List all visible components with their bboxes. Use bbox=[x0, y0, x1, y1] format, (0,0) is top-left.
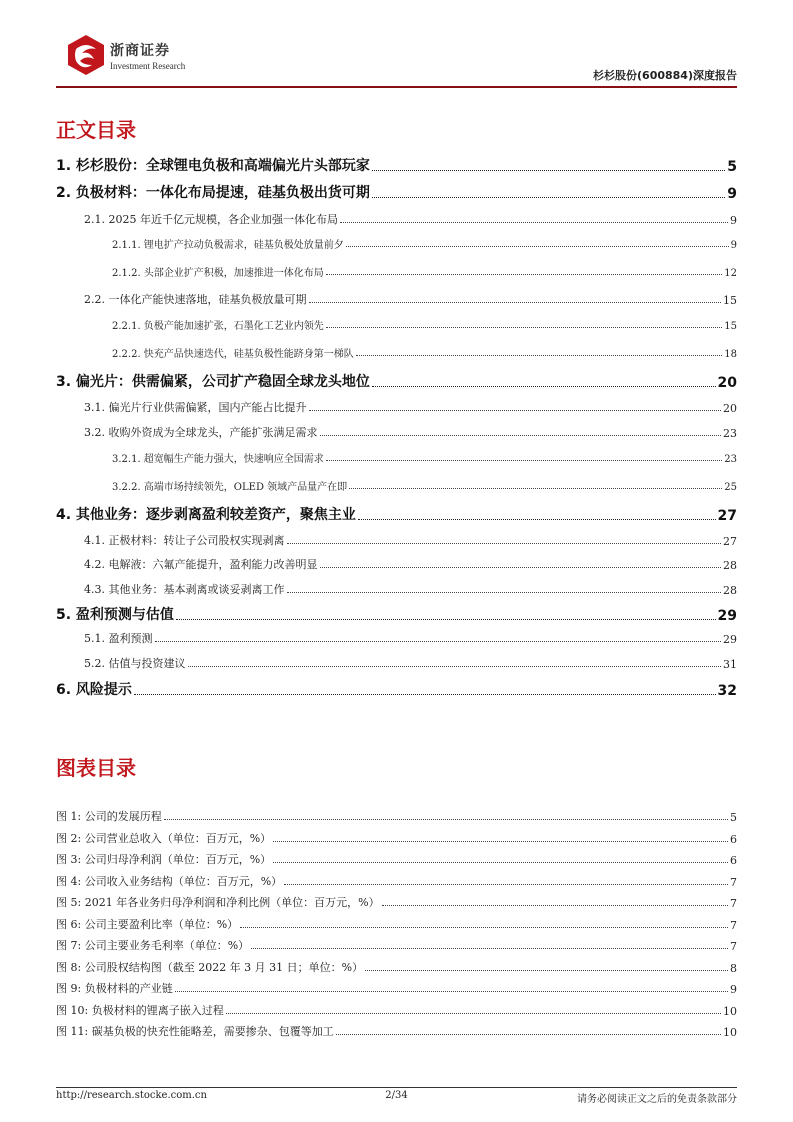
figure-entry-page: 5 bbox=[730, 811, 737, 824]
toc-entry-label: 6. 风险提示 bbox=[56, 682, 132, 698]
figure-entry-page: 9 bbox=[730, 983, 737, 996]
toc-entry-label: 3.2.2. 高端市场持续领先，OLED 领域产品量产在即 bbox=[112, 482, 348, 493]
dot-leader bbox=[287, 592, 722, 593]
toc-entry-label: 4.1. 正极材料：转让子公司股权实现剥离 bbox=[84, 534, 285, 547]
figure-entry-page: 10 bbox=[723, 1005, 737, 1018]
toc-entry[interactable] bbox=[84, 556, 737, 572]
toc-entry-label: 4.2. 电解液：六氟产能提升，盈利能力改善明显 bbox=[84, 558, 318, 571]
figure-entry[interactable] bbox=[56, 830, 737, 846]
dot-leader bbox=[273, 841, 728, 842]
toc-entry[interactable] bbox=[56, 182, 737, 202]
toc-entry-page: 27 bbox=[723, 535, 737, 548]
dot-leader bbox=[326, 327, 722, 328]
toc-entry[interactable] bbox=[56, 604, 737, 624]
toc-entry-page: 32 bbox=[717, 683, 737, 699]
figure-entry-label: 图 3: 公司归母净利润（单位：百万元，%） bbox=[56, 853, 272, 866]
toc-entry-page: 9 bbox=[730, 214, 737, 227]
figures-title: 图表目录 bbox=[56, 756, 136, 780]
toc-entry-page: 12 bbox=[724, 268, 737, 279]
toc-entry-page: 31 bbox=[723, 658, 737, 671]
figure-entry-label: 图 7: 公司主要业务毛利率（单位：%） bbox=[56, 939, 250, 952]
header-divider bbox=[56, 86, 737, 88]
toc-entry[interactable] bbox=[112, 317, 737, 332]
figure-entry-page: 7 bbox=[730, 919, 737, 932]
toc-entry-label: 5.2. 估值与投资建议 bbox=[84, 657, 186, 670]
toc-entry[interactable] bbox=[56, 504, 737, 524]
toc-entry[interactable] bbox=[56, 155, 737, 175]
dot-leader bbox=[287, 543, 722, 544]
dot-leader bbox=[382, 905, 728, 906]
toc-entry[interactable] bbox=[112, 236, 737, 251]
toc-entry-page: 29 bbox=[717, 608, 737, 624]
dot-leader bbox=[188, 666, 722, 667]
figure-entry[interactable] bbox=[56, 916, 737, 932]
toc-entry-page: 27 bbox=[717, 508, 737, 524]
toc-entry-page: 23 bbox=[724, 454, 737, 465]
dot-leader bbox=[309, 302, 722, 303]
toc-entry-label: 3.1. 偏光片行业供需偏紧，国内产能占比提升 bbox=[84, 401, 307, 414]
toc-entry-label: 2. 负极材料：一体化布局提速，硅基负极出货可期 bbox=[56, 185, 370, 201]
toc-entry[interactable] bbox=[84, 399, 737, 415]
toc-entry-label: 3. 偏光片：供需偏紧，公司扩产稳固全球龙头地位 bbox=[56, 374, 370, 390]
toc-entry-page: 5 bbox=[727, 159, 737, 175]
toc-entry-label: 2.1. 2025 年近千亿元规模，各企业加强一体化布局 bbox=[84, 213, 338, 226]
report-title: 杉杉股份(600884)深度报告 bbox=[593, 69, 737, 82]
dot-leader bbox=[273, 862, 728, 863]
toc-entry-label: 5.1. 盈利预测 bbox=[84, 632, 153, 645]
dot-leader bbox=[349, 488, 722, 489]
toc-entry[interactable] bbox=[84, 630, 737, 646]
toc-entry-label: 2.2. 一体化产能快速落地，硅基负极放量可期 bbox=[84, 293, 307, 306]
toc-entry-page: 20 bbox=[717, 375, 737, 391]
footer-disclaimer: 请务必阅读正文之后的免责条款部分 bbox=[577, 1094, 737, 1105]
dot-leader bbox=[176, 619, 716, 620]
figure-entry-label: 图 5: 2021 年各业务归母净利润和净利比例（单位：百万元，%） bbox=[56, 896, 380, 909]
footer-divider bbox=[56, 1087, 737, 1088]
toc-entry[interactable] bbox=[112, 478, 737, 493]
figure-entry[interactable] bbox=[56, 1002, 737, 1018]
figure-entry-page: 7 bbox=[730, 876, 737, 889]
figure-entry-page: 6 bbox=[730, 833, 737, 846]
toc-entry-page: 25 bbox=[724, 482, 737, 493]
figure-entry-page: 6 bbox=[730, 854, 737, 867]
dot-leader bbox=[320, 567, 722, 568]
figure-entry-page: 7 bbox=[730, 940, 737, 953]
brand-name-cn: 浙商证券 bbox=[110, 43, 170, 59]
figure-entry[interactable] bbox=[56, 959, 737, 975]
dot-leader bbox=[240, 927, 728, 928]
toc-entry-page: 15 bbox=[724, 321, 737, 332]
brand-name-en: Investment Research bbox=[110, 61, 186, 71]
figure-entry[interactable] bbox=[56, 873, 737, 889]
toc-entry-label: 2.2.1. 负极产能加速扩张，石墨化工艺业内领先 bbox=[112, 321, 324, 332]
figure-entry-page: 7 bbox=[730, 897, 737, 910]
toc-entry-page: 23 bbox=[723, 427, 737, 440]
dot-leader bbox=[164, 819, 728, 820]
figure-entry-label: 图 11: 碳基负极的快充性能略差，需要掺杂、包覆等加工 bbox=[56, 1025, 334, 1038]
dot-leader bbox=[358, 519, 716, 520]
toc-entry[interactable] bbox=[56, 371, 737, 391]
dot-leader bbox=[372, 386, 716, 387]
dot-leader bbox=[365, 970, 728, 971]
page-indicator: 2/34 bbox=[385, 1090, 408, 1101]
dot-leader bbox=[309, 410, 722, 411]
toc-entry-label: 1. 杉杉股份：全球锂电负极和高端偏光片头部玩家 bbox=[56, 158, 370, 174]
toc-entry-label: 5. 盈利预测与估值 bbox=[56, 607, 174, 623]
figure-entry-label: 图 1: 公司的发展历程 bbox=[56, 810, 162, 823]
toc-entry-page: 28 bbox=[723, 559, 737, 572]
toc-entry-page: 28 bbox=[723, 584, 737, 597]
dot-leader bbox=[372, 197, 725, 198]
toc-entry[interactable] bbox=[84, 532, 737, 548]
dot-leader bbox=[336, 1034, 721, 1035]
figure-entry-page: 10 bbox=[723, 1026, 737, 1039]
dot-leader bbox=[134, 694, 716, 695]
figure-entry-label: 图 9: 负极材料的产业链 bbox=[56, 982, 173, 995]
toc-entry-label: 2.1.2. 头部企业扩产积极，加速推进一体化布局 bbox=[112, 268, 324, 279]
dot-leader bbox=[284, 884, 728, 885]
dot-leader bbox=[175, 991, 728, 992]
figure-entry[interactable] bbox=[56, 1023, 737, 1039]
figure-entry-label: 图 6: 公司主要盈利比率（单位：%） bbox=[56, 918, 239, 931]
toc-entry-label: 3.2.1. 超宽幅生产能力强大，快速响应全国需求 bbox=[112, 454, 324, 465]
figure-entry-label: 图 2: 公司营业总收入（单位：百万元，%） bbox=[56, 832, 272, 845]
brand-logo bbox=[64, 33, 108, 77]
toc-entry[interactable] bbox=[56, 679, 737, 699]
toc-entry-page: 29 bbox=[723, 633, 737, 646]
toc-entry-page: 9 bbox=[730, 240, 737, 251]
toc-entry[interactable] bbox=[84, 655, 737, 671]
toc-entry[interactable] bbox=[84, 291, 737, 307]
figure-entry-label: 图 10: 负极材料的锂离子嵌入过程 bbox=[56, 1004, 224, 1017]
dot-leader bbox=[226, 1013, 721, 1014]
toc-entry-page: 18 bbox=[724, 349, 737, 360]
toc-title: 正文目录 bbox=[56, 118, 136, 142]
toc-entry-page: 20 bbox=[723, 402, 737, 415]
figure-entry[interactable] bbox=[56, 808, 737, 824]
footer-url[interactable]: http://research.stocke.com.cn bbox=[56, 1090, 207, 1101]
figure-entry[interactable] bbox=[56, 937, 737, 953]
dot-leader bbox=[155, 641, 722, 642]
toc-entry-page: 9 bbox=[727, 186, 737, 202]
toc-entry-page: 15 bbox=[723, 294, 737, 307]
dot-leader bbox=[372, 170, 725, 171]
figure-entry[interactable] bbox=[56, 851, 737, 867]
dot-leader bbox=[326, 460, 722, 461]
toc-entry[interactable] bbox=[84, 211, 737, 227]
dot-leader bbox=[251, 948, 728, 949]
toc-entry-label: 2.2.2. 快充产品快速迭代，硅基负极性能跻身第一梯队 bbox=[112, 349, 354, 360]
dot-leader bbox=[320, 435, 722, 436]
dot-leader bbox=[340, 222, 728, 223]
dot-leader bbox=[356, 355, 722, 356]
toc-entry[interactable] bbox=[112, 450, 737, 465]
toc-entry[interactable] bbox=[84, 581, 737, 597]
toc-entry[interactable] bbox=[112, 264, 737, 279]
toc-entry[interactable] bbox=[84, 424, 737, 440]
figure-entry[interactable] bbox=[56, 894, 737, 910]
toc-entry-label: 3.2. 收购外资成为全球龙头，产能扩张满足需求 bbox=[84, 426, 318, 439]
toc-entry-label: 2.1.1. 锂电扩产拉动负极需求，硅基负极处放量前夕 bbox=[112, 240, 344, 251]
toc-entry-label: 4. 其他业务：逐步剥离盈利较差资产，聚焦主业 bbox=[56, 507, 356, 523]
toc-entry[interactable] bbox=[112, 345, 737, 360]
toc-entry-label: 4.3. 其他业务：基本剥离或谈妥剥离工作 bbox=[84, 583, 285, 596]
figure-entry[interactable] bbox=[56, 980, 737, 996]
dot-leader bbox=[346, 246, 729, 247]
dot-leader bbox=[326, 274, 722, 275]
figure-entry-page: 8 bbox=[730, 962, 737, 975]
figure-entry-label: 图 8: 公司股权结构图（截至 2022 年 3 月 31 日；单位：%） bbox=[56, 961, 364, 974]
figure-entry-label: 图 4: 公司收入业务结构（单位：百万元，%） bbox=[56, 875, 283, 888]
